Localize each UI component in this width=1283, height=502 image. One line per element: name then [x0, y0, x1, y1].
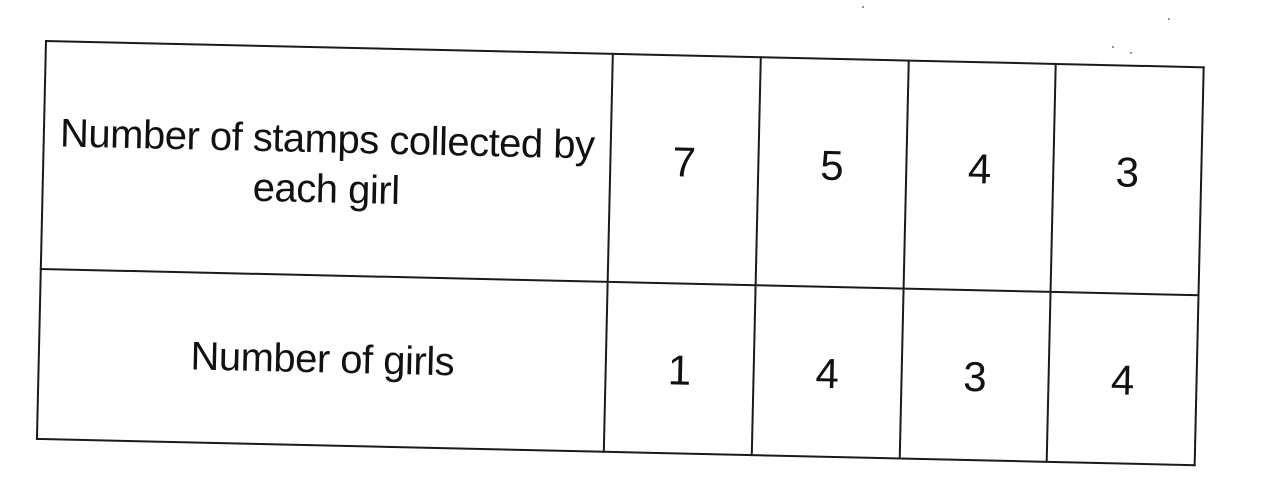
- scan-speck: [1130, 52, 1132, 54]
- scan-speck: [1112, 46, 1114, 48]
- scan-speck: [862, 6, 864, 8]
- stamps-value-cell: 7: [608, 54, 761, 285]
- table-row-girls: [37, 269, 1199, 465]
- row-header-girls: Number of girls: [37, 269, 608, 452]
- stamps-value-cell: 5: [755, 57, 908, 288]
- girls-value-cell: 4: [752, 285, 904, 458]
- stamps-value-cell: 4: [903, 61, 1056, 292]
- girls-value-cell: 1: [604, 282, 756, 455]
- girls-value-cell: 3: [899, 289, 1051, 462]
- stamps-table: [36, 40, 1205, 466]
- girls-value-cell: 4: [1047, 292, 1199, 465]
- stamps-value-cell: 3: [1051, 64, 1204, 295]
- stamps-table-frame: [36, 40, 1205, 464]
- table-row-stamps: [41, 41, 1204, 295]
- scan-speck: [1168, 18, 1170, 20]
- row-header-stamps: Number of stamps collected by each girl: [41, 41, 613, 282]
